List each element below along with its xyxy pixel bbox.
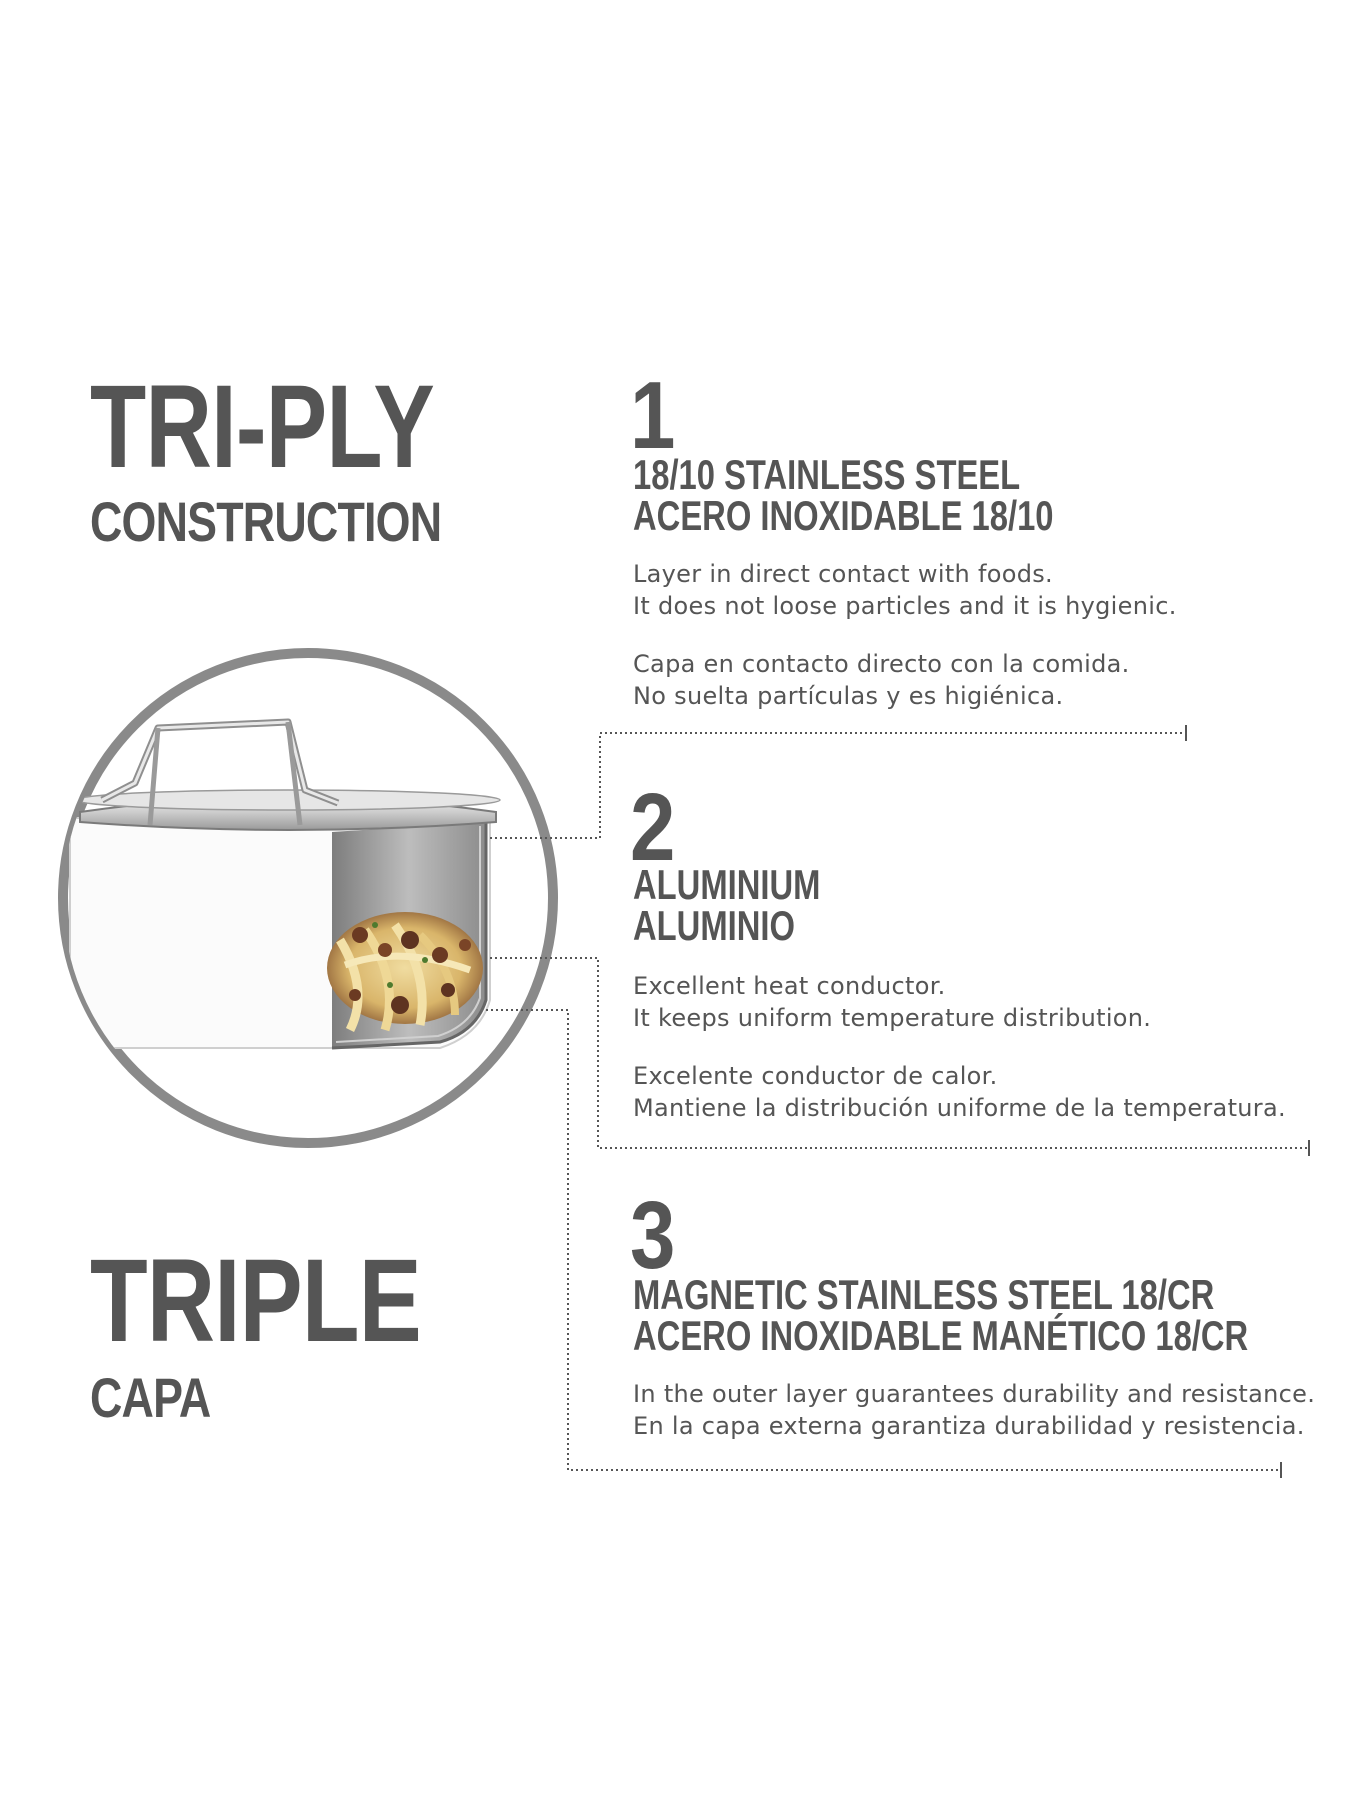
pot-cutaway [332, 822, 486, 1048]
title-capa: CAPA [90, 1366, 211, 1429]
layer-3-heading-en: MAGNETIC STAINLESS STEEL 18/CR [633, 1271, 1215, 1318]
layer-2-text-es-1: Excelente conductor de calor. [633, 1062, 998, 1090]
layer-1-text-es-2: No suelta partículas y es higiénica. [633, 682, 1064, 710]
layer-2-heading-es: ALUMINIO [633, 902, 795, 949]
pot-lid [80, 797, 496, 830]
layer-2-heading-en: ALUMINIUM [633, 861, 821, 908]
title-construction: CONSTRUCTION [90, 490, 442, 553]
layer-3-description [633, 1378, 1315, 1442]
layer-2-text-es-2: Mantiene la distribución uniforme de la temperatura. [633, 1094, 1286, 1122]
connector-layer-1 [490, 733, 1185, 838]
pasta-food [327, 912, 483, 1030]
layer-3-text-es-1: En la capa externa garantiza durabilidad y resistencia. [633, 1412, 1305, 1440]
layer-3-heading-es: ACERO INOXIDABLE MANÉTICO 18/CR [633, 1312, 1249, 1359]
layer-1-text-en-2: It does not loose particles and it is hygienic. [633, 592, 1177, 620]
layer-2-number: 2 [630, 774, 676, 881]
lid-handle [102, 722, 338, 803]
layer-2-text-en-2: It keeps uniform temperature distribution. [633, 1004, 1152, 1032]
pot-layer-edges [332, 822, 486, 1048]
magnifier-ring [63, 653, 553, 1143]
layer-2-text-en-1: Excellent heat conductor. [633, 972, 946, 1000]
layer-1-number: 1 [630, 362, 676, 469]
pot-body [70, 818, 490, 1048]
layer-1-text-en-1: Layer in direct contact with foods. [633, 560, 1053, 588]
layer-1-heading-en: 18/10 STAINLESS STEEL [633, 451, 1021, 498]
layer-3-text-en-1: In the outer layer guarantees durability and resistance. [633, 1380, 1316, 1408]
layer-1-heading-es: ACERO INOXIDABLE 18/10 [633, 492, 1054, 539]
layer-1-text-es-1: Capa en contacto directo con la comida. [633, 650, 1130, 678]
layer-3-number: 3 [630, 1182, 676, 1289]
title-tri-ply: TRI-PLY [90, 361, 435, 493]
layer-1-description [633, 558, 1177, 712]
layer-2-description [633, 970, 1286, 1124]
title-triple: TRIPLE [90, 1235, 421, 1367]
